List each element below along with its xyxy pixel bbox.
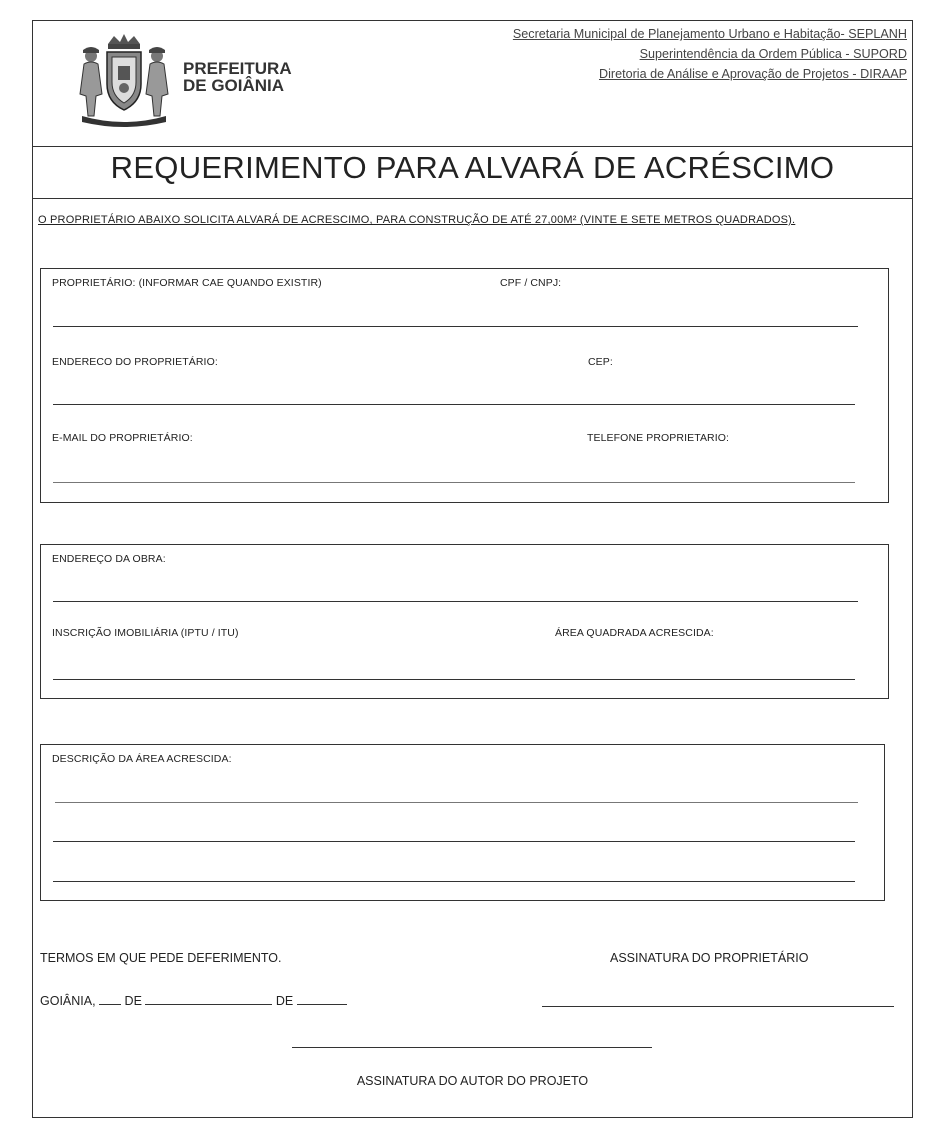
- author-signature-label: ASSINATURA DO AUTOR DO PROJETO: [356, 1074, 589, 1088]
- brand-line-2: DE GOIÂNIA: [183, 76, 285, 95]
- date-de-1: DE: [124, 994, 142, 1008]
- city-prefix: GOIÂNIA,: [40, 994, 96, 1008]
- work-address-label: ENDEREÇO DA OBRA:: [52, 553, 166, 565]
- registration-line[interactable]: [53, 679, 855, 680]
- header-divider: [32, 146, 913, 147]
- description-label: DESCRIÇÃO DA ÁREA ACRESCIDA:: [52, 753, 232, 765]
- date-de-2: DE: [275, 994, 294, 1008]
- terms-text: TERMOS EM QUE PEDE DEFERIMENTO.: [40, 951, 282, 965]
- owner-signature-line[interactable]: [542, 1006, 894, 1007]
- owner-phone-label: TELEFONE PROPRIETARIO:: [587, 432, 730, 444]
- owner-address-line[interactable]: [53, 404, 855, 405]
- description-section-box: [40, 744, 885, 901]
- registration-label: INSCRIÇÃO IMOBILIÁRIA (IPTU / ITU): [52, 627, 239, 639]
- year-blank[interactable]: [297, 992, 347, 1005]
- cpf-label: CPF / CNPJ:: [500, 277, 562, 289]
- dept-line-secretaria: Secretaria Municipal de Planejamento Urbano e Habitação- SEPLANH: [512, 27, 907, 41]
- brand-name: [183, 60, 292, 94]
- form-title: REQUERIMENTO PARA ALVARÁ DE ACRÉSCIMO: [110, 150, 835, 185]
- title-divider: [32, 198, 913, 199]
- dept-line-superintendencia: Superintendência da Ordem Pública - SUPORD: [639, 47, 907, 61]
- work-address-line[interactable]: [53, 601, 858, 602]
- dept-line-diretoria: Diretoria de Análise e Aprovação de Projetos - DIRAAP: [598, 67, 907, 81]
- description-line-2[interactable]: [53, 841, 855, 842]
- area-label: ÁREA QUADRADA ACRESCIDA:: [555, 627, 714, 639]
- owner-address-label: ENDERECO DO PROPRIETÁRIO:: [52, 356, 218, 368]
- owner-label: PROPRIETÁRIO: (INFORMAR CAE QUANDO EXISTIR): [52, 277, 322, 289]
- owner-email-label: E-MAIL DO PROPRIETÁRIO:: [52, 432, 193, 444]
- owner-email-line[interactable]: [53, 482, 855, 483]
- description-line-1[interactable]: [55, 802, 858, 803]
- owner-name-line[interactable]: [53, 326, 858, 327]
- day-blank[interactable]: [99, 992, 121, 1005]
- coat-of-arms-logo: [74, 32, 174, 130]
- date-line: [40, 992, 347, 1008]
- intro-text: O PROPRIETÁRIO ABAIXO SOLICITA ALVARÁ DE ACRESCIMO, PARA CONSTRUÇÃO DE ATÉ 27,00M² (VINTE E SETE METROS QUADRADOS).: [38, 214, 796, 226]
- cep-label: CEP:: [588, 356, 613, 368]
- brand-line-1: PREFEITURA: [183, 59, 292, 78]
- owner-section-box: [40, 268, 889, 503]
- author-signature-line[interactable]: [292, 1047, 652, 1048]
- department-block: [513, 24, 907, 84]
- owner-signature-label: ASSINATURA DO PROPRIETÁRIO: [610, 951, 809, 965]
- description-line-3[interactable]: [53, 881, 855, 882]
- work-section-box: [40, 544, 889, 699]
- month-blank[interactable]: [145, 992, 272, 1005]
